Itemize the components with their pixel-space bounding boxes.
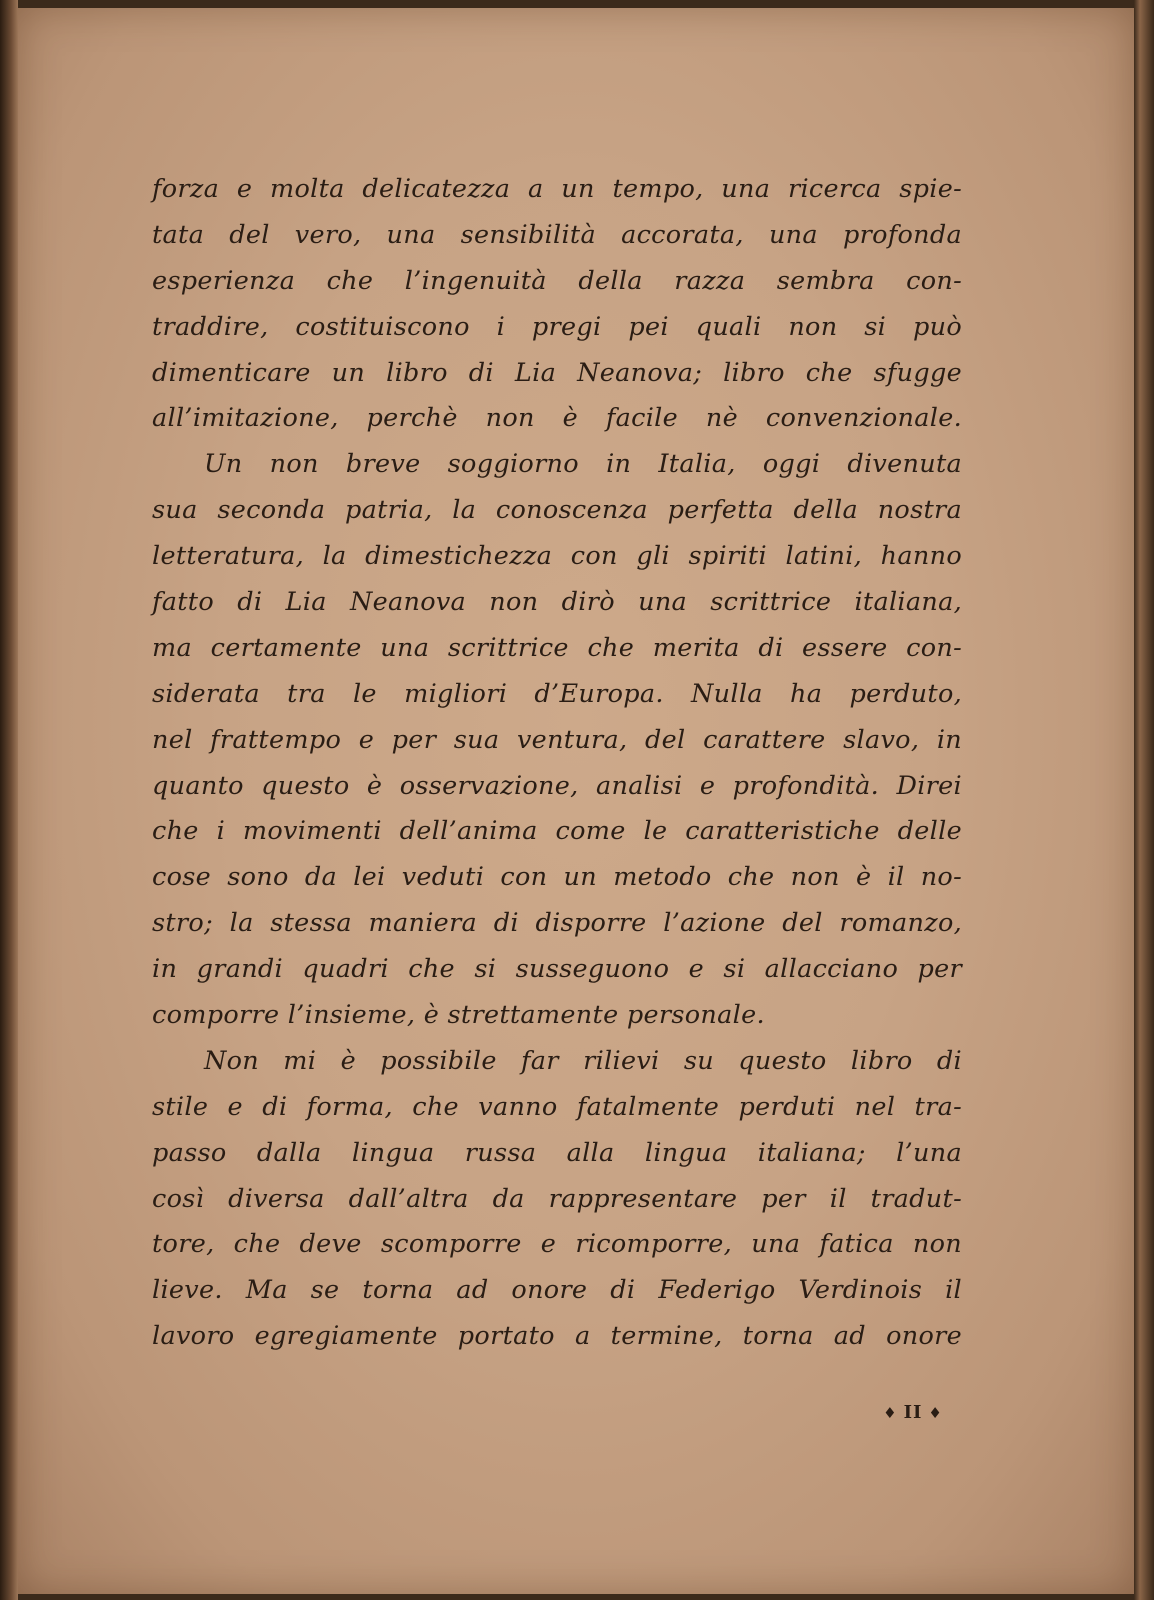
- page-number: [860, 1402, 966, 1423]
- body-text: [152, 167, 962, 1360]
- text-line: dimenticare un libro di Lia Neanova; libro che sfugge: [152, 357, 962, 388]
- text-line: stile e di forma, che vanno fatalmente perduti nel tra-: [152, 1091, 962, 1122]
- text-line: letteratura, la dimestichezza con gli spiriti latini, hanno: [152, 541, 962, 572]
- text-line: sua seconda patria, la conoscenza perfetta della nostra: [152, 495, 962, 526]
- text-line: lavoro egregiamente portato a termine, torna ad onore: [152, 1321, 962, 1352]
- text-line: nel frattempo e per sua ventura, del carattere slavo, in: [152, 724, 962, 755]
- text-line: lieve. Ma se torna ad onore di Federigo Verdinois il: [152, 1275, 962, 1306]
- binding-edge: [0, 0, 18, 1600]
- diamond-ornament-left: ♦: [883, 1404, 898, 1422]
- text-line: così diversa dall’altra da rappresentare per il tradut-: [152, 1183, 962, 1214]
- diamond-ornament-right: ♦: [928, 1404, 943, 1422]
- text-line: passo dalla lingua russa alla lingua italiana; l’una: [152, 1137, 962, 1168]
- text-line: ma certamente una scrittrice che merita di essere con-: [152, 632, 962, 663]
- text-line: comporre l’insieme, è strettamente personale.: [152, 1000, 765, 1031]
- page-number-label: II: [903, 1402, 923, 1423]
- text-line: in grandi quadri che si susseguono e si allacciano per: [152, 954, 962, 985]
- text-line: stro; la stessa maniera di disporre l’azione del romanzo,: [152, 908, 962, 939]
- text-line: all’imitazione, perchè non è facile nè convenzionale.: [152, 403, 962, 434]
- text-line: siderata tra le migliori d’Europa. Nulla ha perduto,: [152, 678, 962, 709]
- text-line: cose sono da lei veduti con un metodo che non è il no-: [152, 862, 962, 893]
- text-line: fatto di Lia Neanova non dirò una scrittrice italiana,: [152, 587, 962, 618]
- text-line: tore, che deve scomporre e ricomporre, una fatica non: [152, 1229, 962, 1260]
- text-line: esperienza che l’ingenuità della razza sembra con-: [152, 265, 962, 296]
- page-edge: [1134, 0, 1154, 1600]
- text-line: quanto questo è osservazione, analisi e profondità. Direi: [152, 770, 962, 801]
- text-line: Non mi è possibile far rilievi su questo libro di: [204, 1045, 962, 1076]
- text-line: che i movimenti dell’anima come le caratteristiche delle: [152, 816, 962, 847]
- text-line: forza e molta delicatezza a un tempo, una ricerca spie-: [152, 174, 962, 204]
- text-line: traddire, costituiscono i pregi pei quali non si può: [152, 311, 962, 342]
- text-line: tata del vero, una sensibilità accorata, una profonda: [152, 219, 962, 250]
- text-line: Un non breve soggiorno in Italia, oggi divenuta: [204, 449, 962, 480]
